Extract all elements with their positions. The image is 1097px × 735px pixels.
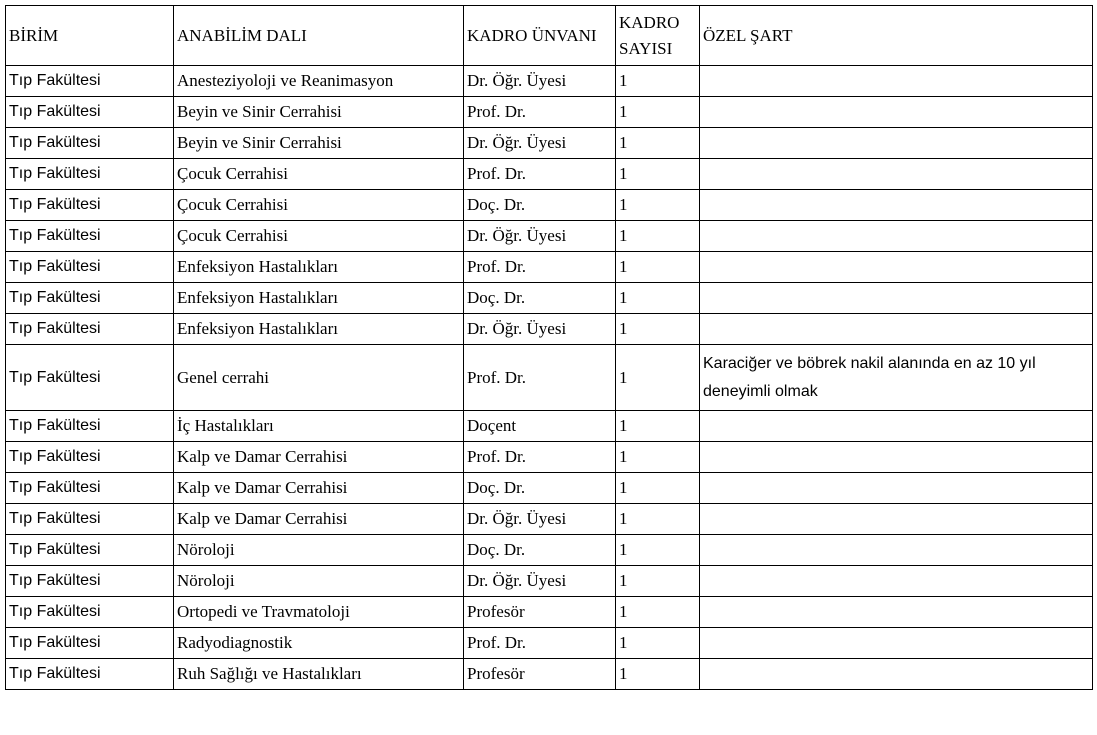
- cell-birim: Tıp Fakültesi: [6, 473, 174, 504]
- cell-ozel-sart: [700, 473, 1093, 504]
- cell-anabilim-dali: Genel cerrahi: [174, 345, 464, 411]
- cell-birim: Tıp Fakültesi: [6, 345, 174, 411]
- cell-ozel-sart: [700, 128, 1093, 159]
- cell-ozel-sart: [700, 628, 1093, 659]
- table-row: [6, 252, 1093, 283]
- cell-birim: Tıp Fakültesi: [6, 597, 174, 628]
- cell-kadro-unvani: Dr. Öğr. Üyesi: [464, 66, 616, 97]
- table-body: [6, 66, 1093, 690]
- cell-kadro-unvani: Doç. Dr.: [464, 535, 616, 566]
- header-row: [6, 6, 1093, 66]
- cell-ozel-sart: [700, 597, 1093, 628]
- cell-anabilim-dali: Anesteziyoloji ve Reanimasyon: [174, 66, 464, 97]
- cell-anabilim-dali: Ortopedi ve Travmatoloji: [174, 597, 464, 628]
- cell-birim: Tıp Fakültesi: [6, 97, 174, 128]
- cell-birim: Tıp Fakültesi: [6, 159, 174, 190]
- cell-birim: Tıp Fakültesi: [6, 221, 174, 252]
- cell-kadro-sayisi: 1: [616, 66, 700, 97]
- cell-kadro-unvani: Doç. Dr.: [464, 190, 616, 221]
- cell-kadro-unvani: Prof. Dr.: [464, 345, 616, 411]
- cell-ozel-sart: [700, 66, 1093, 97]
- cell-ozel-sart: [700, 442, 1093, 473]
- table-row: [6, 97, 1093, 128]
- header-birim: BİRİM: [6, 6, 174, 66]
- cell-anabilim-dali: Kalp ve Damar Cerrahisi: [174, 504, 464, 535]
- cell-birim: Tıp Fakültesi: [6, 411, 174, 442]
- table-row: [6, 473, 1093, 504]
- cell-kadro-sayisi: 1: [616, 442, 700, 473]
- cell-kadro-unvani: Prof. Dr.: [464, 159, 616, 190]
- cell-kadro-sayisi: 1: [616, 159, 700, 190]
- cell-kadro-sayisi: 1: [616, 97, 700, 128]
- cell-kadro-unvani: Doç. Dr.: [464, 473, 616, 504]
- cell-ozel-sart: [700, 535, 1093, 566]
- cell-birim: Tıp Fakültesi: [6, 252, 174, 283]
- header-kadro-unvani: KADRO ÜNVANI: [464, 6, 616, 66]
- cell-birim: Tıp Fakültesi: [6, 566, 174, 597]
- cell-birim: Tıp Fakültesi: [6, 283, 174, 314]
- cell-kadro-sayisi: 1: [616, 628, 700, 659]
- cell-kadro-sayisi: 1: [616, 345, 700, 411]
- cell-kadro-sayisi: 1: [616, 411, 700, 442]
- cell-anabilim-dali: Çocuk Cerrahisi: [174, 159, 464, 190]
- cell-ozel-sart: Karaciğer ve böbrek nakil alanında en az 10 yıl deneyimli olmak: [700, 345, 1093, 411]
- cell-birim: Tıp Fakültesi: [6, 659, 174, 690]
- cell-anabilim-dali: Kalp ve Damar Cerrahisi: [174, 442, 464, 473]
- cell-birim: Tıp Fakültesi: [6, 535, 174, 566]
- cell-ozel-sart: [700, 221, 1093, 252]
- cell-kadro-sayisi: 1: [616, 659, 700, 690]
- table-row: [6, 442, 1093, 473]
- cell-anabilim-dali: Çocuk Cerrahisi: [174, 190, 464, 221]
- cell-kadro-unvani: Doç. Dr.: [464, 283, 616, 314]
- table-row: [6, 411, 1093, 442]
- cell-kadro-sayisi: 1: [616, 566, 700, 597]
- table-row: [6, 566, 1093, 597]
- cell-kadro-sayisi: 1: [616, 473, 700, 504]
- cell-birim: Tıp Fakültesi: [6, 628, 174, 659]
- cell-kadro-sayisi: 1: [616, 504, 700, 535]
- cell-anabilim-dali: Nöroloji: [174, 566, 464, 597]
- cell-birim: Tıp Fakültesi: [6, 442, 174, 473]
- cell-anabilim-dali: Enfeksiyon Hastalıkları: [174, 314, 464, 345]
- table-row: [6, 535, 1093, 566]
- header-anabilim-dali: ANABİLİM DALI: [174, 6, 464, 66]
- cell-anabilim-dali: Ruh Sağlığı ve Hastalıkları: [174, 659, 464, 690]
- cell-kadro-unvani: Dr. Öğr. Üyesi: [464, 566, 616, 597]
- cell-ozel-sart: [700, 190, 1093, 221]
- cell-birim: Tıp Fakültesi: [6, 314, 174, 345]
- cell-birim: Tıp Fakültesi: [6, 128, 174, 159]
- cell-kadro-sayisi: 1: [616, 221, 700, 252]
- cell-kadro-unvani: Dr. Öğr. Üyesi: [464, 314, 616, 345]
- cell-kadro-sayisi: 1: [616, 314, 700, 345]
- cell-birim: Tıp Fakültesi: [6, 66, 174, 97]
- cell-kadro-unvani: Prof. Dr.: [464, 442, 616, 473]
- cell-anabilim-dali: Enfeksiyon Hastalıkları: [174, 252, 464, 283]
- cell-ozel-sart: [700, 159, 1093, 190]
- cell-ozel-sart: [700, 314, 1093, 345]
- cell-kadro-sayisi: 1: [616, 252, 700, 283]
- cell-anabilim-dali: Beyin ve Sinir Cerrahisi: [174, 97, 464, 128]
- cell-anabilim-dali: Kalp ve Damar Cerrahisi: [174, 473, 464, 504]
- cell-kadro-unvani: Prof. Dr.: [464, 628, 616, 659]
- table-row: [6, 345, 1093, 411]
- header-ozel-sart: ÖZEL ŞART: [700, 6, 1093, 66]
- cell-kadro-sayisi: 1: [616, 283, 700, 314]
- cell-anabilim-dali: Çocuk Cerrahisi: [174, 221, 464, 252]
- cell-kadro-sayisi: 1: [616, 190, 700, 221]
- cell-birim: Tıp Fakültesi: [6, 190, 174, 221]
- kadro-table: [5, 5, 1093, 690]
- table-row: [6, 504, 1093, 535]
- table-row: [6, 128, 1093, 159]
- table-row: [6, 190, 1093, 221]
- header-kadro-sayisi: KADRO SAYISI: [616, 6, 700, 66]
- cell-ozel-sart: [700, 659, 1093, 690]
- table-row: [6, 159, 1093, 190]
- cell-kadro-unvani: Prof. Dr.: [464, 97, 616, 128]
- cell-kadro-unvani: Dr. Öğr. Üyesi: [464, 504, 616, 535]
- table-row: [6, 628, 1093, 659]
- cell-anabilim-dali: Enfeksiyon Hastalıkları: [174, 283, 464, 314]
- cell-ozel-sart: [700, 411, 1093, 442]
- cell-ozel-sart: [700, 504, 1093, 535]
- cell-birim: Tıp Fakültesi: [6, 504, 174, 535]
- cell-kadro-unvani: Dr. Öğr. Üyesi: [464, 128, 616, 159]
- cell-anabilim-dali: Beyin ve Sinir Cerrahisi: [174, 128, 464, 159]
- cell-ozel-sart: [700, 97, 1093, 128]
- cell-anabilim-dali: Radyodiagnostik: [174, 628, 464, 659]
- table-row: [6, 659, 1093, 690]
- table-row: [6, 283, 1093, 314]
- cell-anabilim-dali: İç Hastalıkları: [174, 411, 464, 442]
- cell-ozel-sart: [700, 252, 1093, 283]
- cell-kadro-unvani: Prof. Dr.: [464, 252, 616, 283]
- table-row: [6, 597, 1093, 628]
- cell-kadro-unvani: Profesör: [464, 659, 616, 690]
- table-row: [6, 66, 1093, 97]
- cell-kadro-sayisi: 1: [616, 128, 700, 159]
- cell-kadro-unvani: Profesör: [464, 597, 616, 628]
- cell-ozel-sart: [700, 283, 1093, 314]
- table-row: [6, 221, 1093, 252]
- cell-anabilim-dali: Nöroloji: [174, 535, 464, 566]
- cell-kadro-sayisi: 1: [616, 597, 700, 628]
- cell-ozel-sart: [700, 566, 1093, 597]
- cell-kadro-sayisi: 1: [616, 535, 700, 566]
- cell-kadro-unvani: Dr. Öğr. Üyesi: [464, 221, 616, 252]
- table-row: [6, 314, 1093, 345]
- cell-kadro-unvani: Doçent: [464, 411, 616, 442]
